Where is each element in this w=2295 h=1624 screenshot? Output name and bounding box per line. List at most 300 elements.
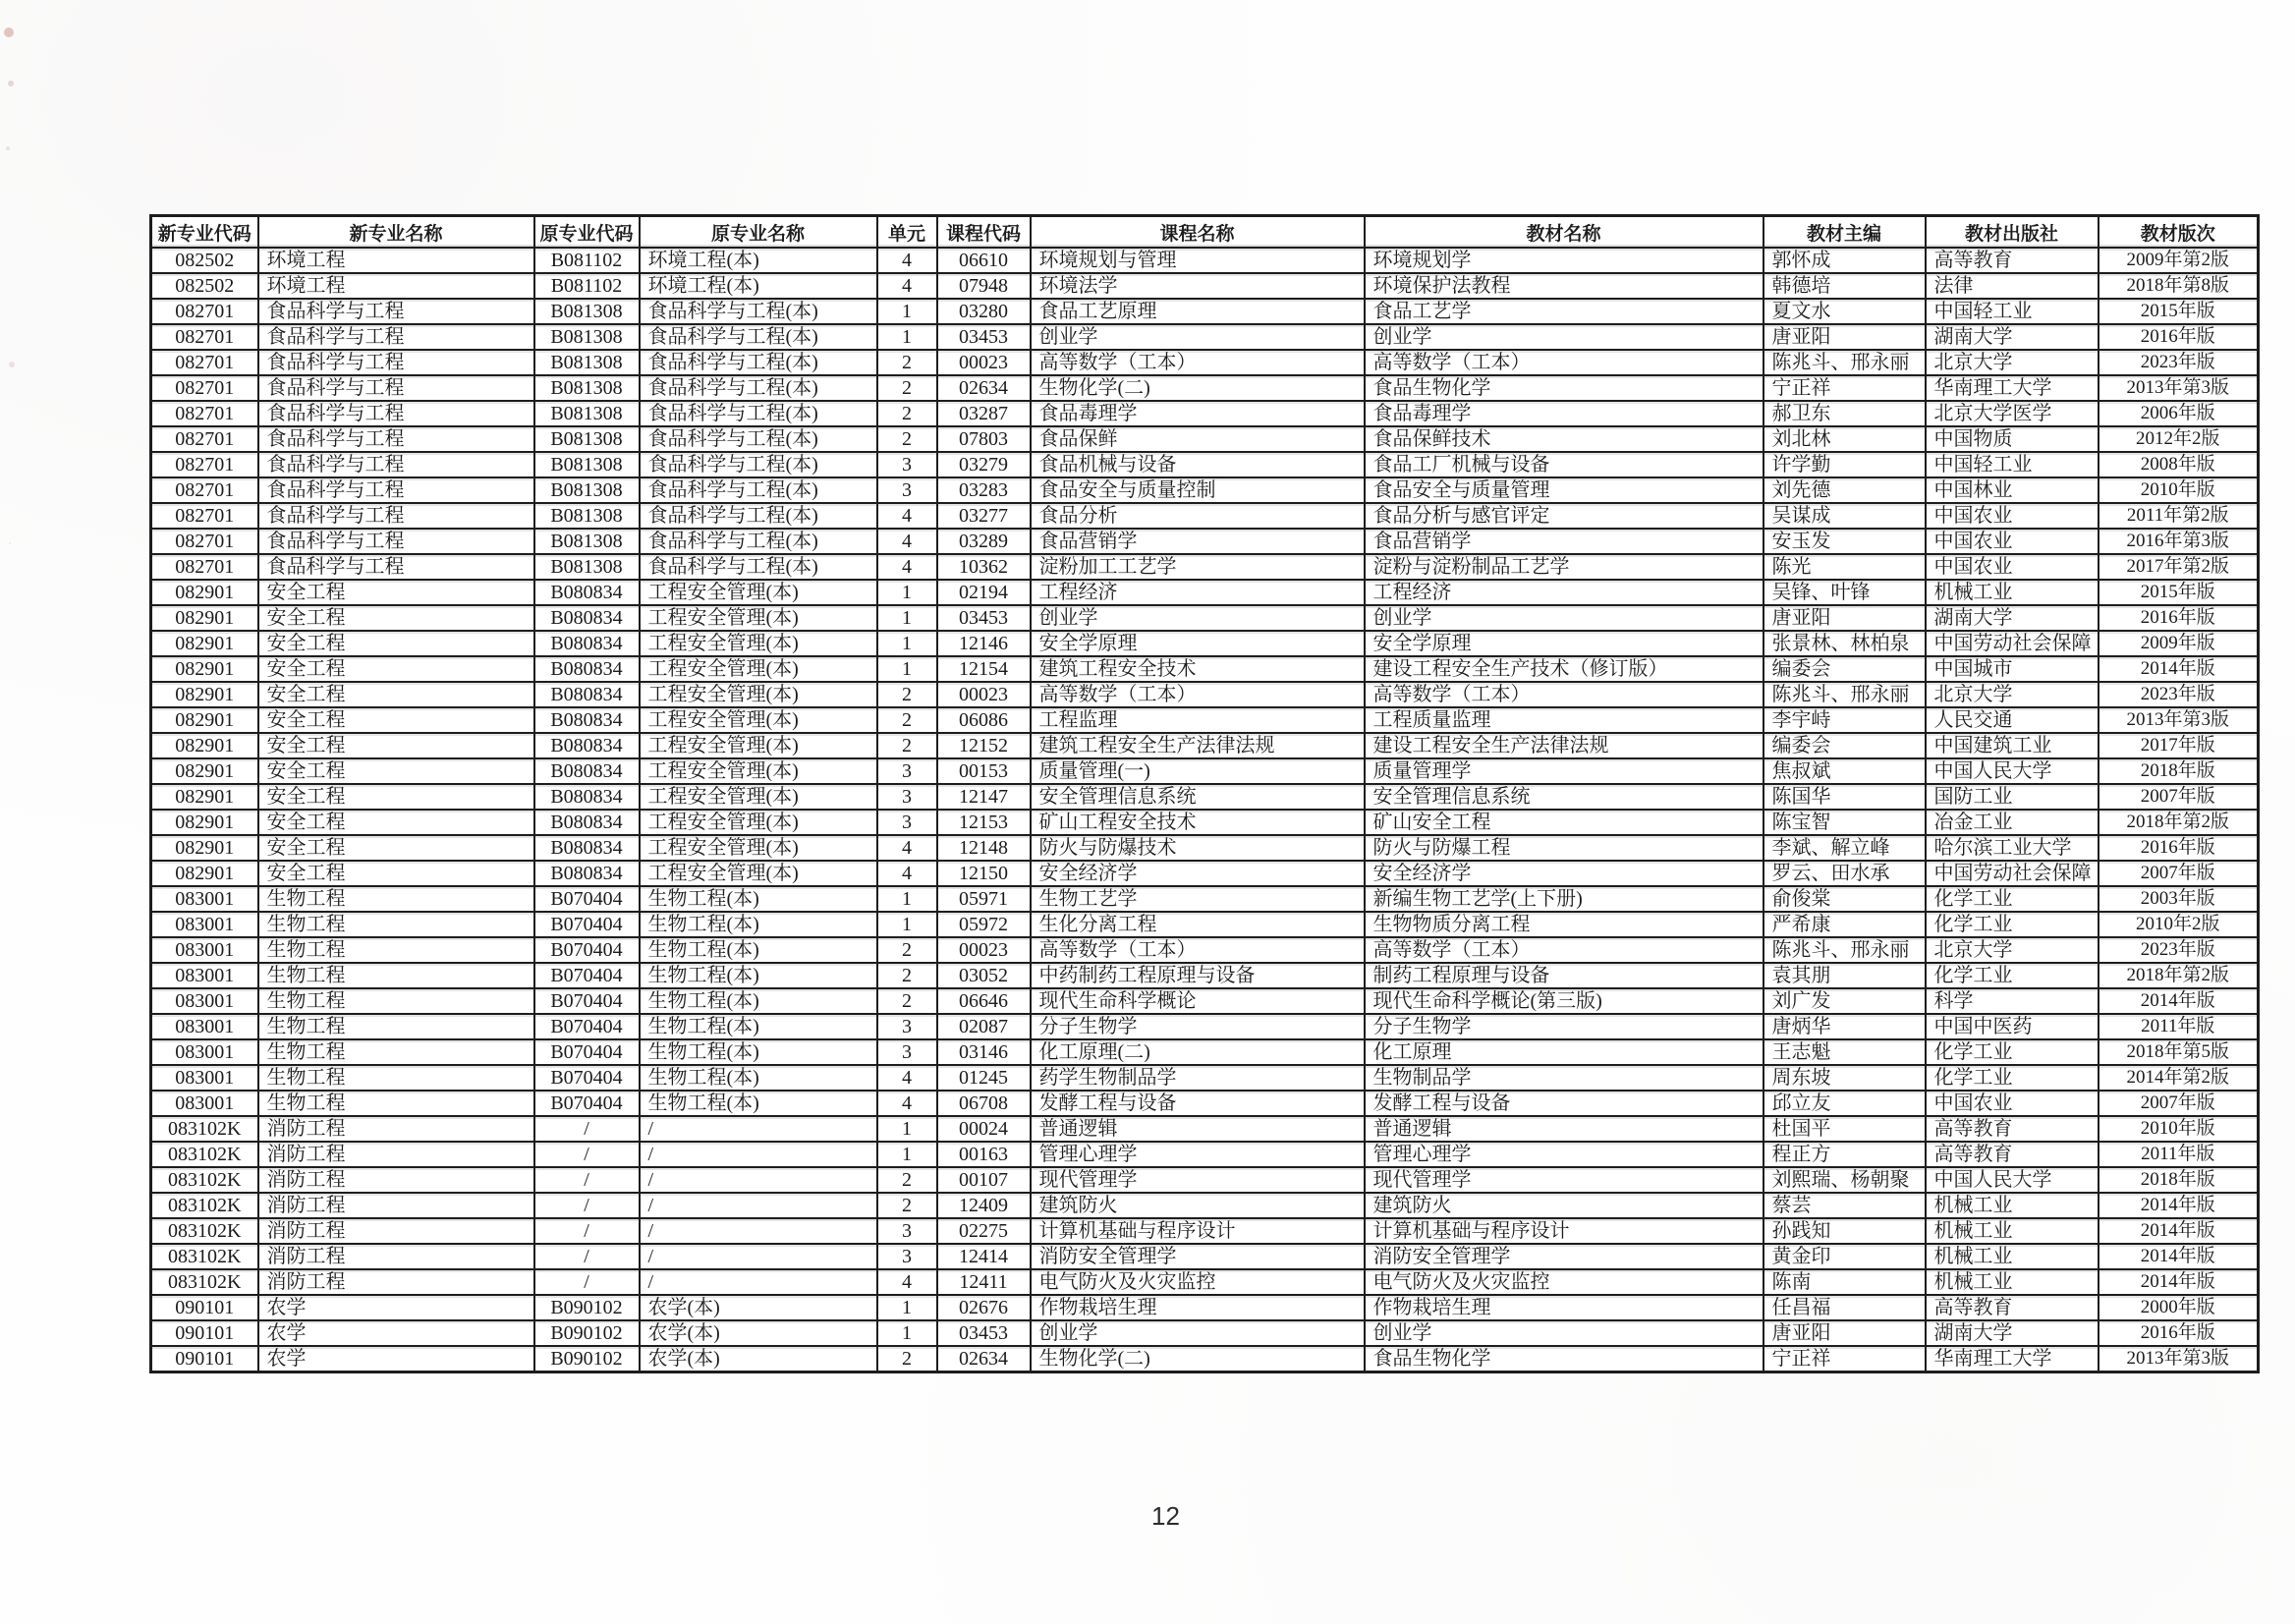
cell-course-name: 创业学	[1031, 605, 1365, 631]
cell-old-major-code: B080834	[534, 580, 640, 605]
cell-textbook-publisher: 机械工业	[1926, 1269, 2099, 1295]
cell-textbook-editor: 唐炳华	[1763, 1014, 1926, 1039]
cell-textbook-editor: 王志魁	[1763, 1039, 1926, 1065]
cell-new-major-code: 082502	[151, 248, 258, 273]
cell-course-code: 00023	[937, 350, 1031, 375]
cell-new-major-code: 083001	[151, 1039, 258, 1065]
cell-course-name: 创业学	[1031, 324, 1365, 350]
cell-unit: 1	[877, 299, 937, 324]
cell-unit: 1	[877, 1295, 937, 1320]
cell-course-name: 现代管理学	[1031, 1167, 1365, 1193]
table-row	[151, 605, 2259, 631]
cell-textbook-name: 建设工程安全生产技术（修订版）	[1365, 656, 1763, 682]
cell-textbook-edition: 2007年版	[2099, 861, 2259, 886]
cell-textbook-publisher: 中国人民大学	[1926, 758, 2099, 784]
cell-old-major-name: 生物工程(本)	[640, 937, 877, 963]
cell-new-major-code: 082701	[151, 350, 258, 375]
cell-textbook-edition: 2015年版	[2099, 580, 2259, 605]
cell-new-major-code: 083001	[151, 886, 258, 912]
cell-textbook-editor: 郭怀成	[1763, 248, 1926, 273]
cell-old-major-name: 工程安全管理(本)	[640, 605, 877, 631]
cell-textbook-publisher: 化学工业	[1926, 1065, 2099, 1091]
cell-course-name: 安全学原理	[1031, 631, 1365, 656]
cell-new-major-name: 消防工程	[258, 1167, 534, 1193]
cell-old-major-code: B080834	[534, 810, 640, 835]
cell-textbook-publisher: 中国劳动社会保障	[1926, 631, 2099, 656]
cell-old-major-name: 生物工程(本)	[640, 1014, 877, 1039]
cell-course-code: 12414	[937, 1244, 1031, 1269]
cell-course-code: 00024	[937, 1116, 1031, 1142]
cell-course-name: 工程监理	[1031, 707, 1365, 733]
cell-course-code: 00023	[937, 682, 1031, 707]
cell-textbook-editor: 安玉发	[1763, 529, 1926, 554]
cell-unit: 1	[877, 605, 937, 631]
cell-course-name: 建筑工程安全生产法律法规	[1031, 733, 1365, 758]
cell-old-major-name: 食品科学与工程(本)	[640, 529, 877, 554]
cell-unit: 1	[877, 1320, 937, 1346]
table-row	[151, 1116, 2259, 1142]
cell-course-name: 计算机基础与程序设计	[1031, 1218, 1365, 1244]
cell-textbook-name: 发酵工程与设备	[1365, 1091, 1763, 1116]
column-header-new-major-name: 新专业名称	[258, 216, 534, 249]
cell-textbook-name: 创业学	[1365, 324, 1763, 350]
cell-textbook-edition: 2000年版	[2099, 1295, 2259, 1320]
column-header-textbook-name: 教材名称	[1365, 216, 1763, 249]
cell-new-major-name: 生物工程	[258, 912, 534, 937]
table-row	[151, 580, 2259, 605]
cell-unit: 2	[877, 1167, 937, 1193]
table-row	[151, 1269, 2259, 1295]
cell-textbook-editor: 刘先德	[1763, 477, 1926, 503]
cell-course-name: 工程经济	[1031, 580, 1365, 605]
cell-textbook-editor: 陈南	[1763, 1269, 1926, 1295]
cell-course-code: 00107	[937, 1167, 1031, 1193]
cell-textbook-name: 矿山安全工程	[1365, 810, 1763, 835]
cell-textbook-editor: 韩德培	[1763, 273, 1926, 299]
cell-old-major-code: B081308	[534, 554, 640, 580]
cell-new-major-name: 食品科学与工程	[258, 503, 534, 529]
cell-textbook-name: 现代生命科学概论(第三版)	[1365, 988, 1763, 1014]
cell-unit: 1	[877, 912, 937, 937]
cell-course-code: 02275	[937, 1218, 1031, 1244]
cell-new-major-name: 生物工程	[258, 1014, 534, 1039]
cell-new-major-code: 083001	[151, 1014, 258, 1039]
table-row	[151, 784, 2259, 810]
cell-course-code: 03283	[937, 477, 1031, 503]
cell-new-major-code: 083001	[151, 1065, 258, 1091]
cell-old-major-name: 工程安全管理(本)	[640, 810, 877, 835]
cell-new-major-name: 生物工程	[258, 1065, 534, 1091]
cell-old-major-code: B090102	[534, 1320, 640, 1346]
cell-old-major-name: 工程安全管理(本)	[640, 580, 877, 605]
cell-old-major-name: 工程安全管理(本)	[640, 733, 877, 758]
table-row	[151, 1167, 2259, 1193]
cell-new-major-code: 082701	[151, 375, 258, 401]
cell-textbook-edition: 2007年版	[2099, 784, 2259, 810]
cell-textbook-editor: 焦叔斌	[1763, 758, 1926, 784]
cell-course-name: 生物化学(二)	[1031, 1346, 1365, 1372]
table-row	[151, 1065, 2259, 1091]
table-row	[151, 758, 2259, 784]
cell-course-name: 生物工艺学	[1031, 886, 1365, 912]
cell-new-major-code: 082701	[151, 324, 258, 350]
cell-course-name: 普通逻辑	[1031, 1116, 1365, 1142]
cell-course-code: 12148	[937, 835, 1031, 861]
cell-textbook-publisher: 湖南大学	[1926, 605, 2099, 631]
cell-old-major-name: 食品科学与工程(本)	[640, 426, 877, 452]
cell-course-name: 电气防火及火灾监控	[1031, 1269, 1365, 1295]
cell-course-name: 生物化学(二)	[1031, 375, 1365, 401]
table-row	[151, 656, 2259, 682]
cell-textbook-publisher: 化学工业	[1926, 1039, 2099, 1065]
cell-course-name: 高等数学（工本）	[1031, 682, 1365, 707]
cell-old-major-name: 生物工程(本)	[640, 886, 877, 912]
cell-old-major-code: /	[534, 1142, 640, 1167]
cell-course-code: 02194	[937, 580, 1031, 605]
cell-course-name: 建筑防火	[1031, 1193, 1365, 1218]
cell-textbook-publisher: 科学	[1926, 988, 2099, 1014]
table-row	[151, 375, 2259, 401]
cell-old-major-code: B081308	[534, 529, 640, 554]
cell-textbook-edition: 2018年版	[2099, 758, 2259, 784]
cell-textbook-editor: 程正方	[1763, 1142, 1926, 1167]
cell-course-name: 环境规划与管理	[1031, 248, 1365, 273]
table-row	[151, 324, 2259, 350]
cell-new-major-name: 食品科学与工程	[258, 554, 534, 580]
cell-textbook-editor: 陈光	[1763, 554, 1926, 580]
cell-old-major-code: B081308	[534, 477, 640, 503]
cell-textbook-edition: 2023年版	[2099, 350, 2259, 375]
cell-textbook-publisher: 高等教育	[1926, 1295, 2099, 1320]
cell-course-name: 食品安全与质量控制	[1031, 477, 1365, 503]
cell-old-major-code: B070404	[534, 937, 640, 963]
cell-textbook-edition: 2010年2版	[2099, 912, 2259, 937]
cell-course-name: 化工原理(二)	[1031, 1039, 1365, 1065]
cell-unit: 4	[877, 273, 937, 299]
cell-textbook-name: 食品生物化学	[1365, 375, 1763, 401]
cell-textbook-editor: 张景林、林柏泉	[1763, 631, 1926, 656]
cell-course-name: 食品毒理学	[1031, 401, 1365, 426]
cell-new-major-code: 082901	[151, 656, 258, 682]
cell-textbook-editor: 袁其朋	[1763, 963, 1926, 988]
cell-course-code: 02634	[937, 375, 1031, 401]
cell-textbook-editor: 任昌福	[1763, 1295, 1926, 1320]
cell-old-major-name: 生物工程(本)	[640, 1039, 877, 1065]
table-row	[151, 426, 2259, 452]
cell-unit: 2	[877, 401, 937, 426]
cell-textbook-name: 食品分析与感官评定	[1365, 503, 1763, 529]
cell-textbook-edition: 2014年版	[2099, 656, 2259, 682]
cell-textbook-publisher: 湖南大学	[1926, 1320, 2099, 1346]
cell-old-major-code: B080834	[534, 784, 640, 810]
cell-textbook-name: 防火与防爆工程	[1365, 835, 1763, 861]
cell-old-major-code: B081308	[534, 401, 640, 426]
cell-course-code: 12147	[937, 784, 1031, 810]
cell-new-major-name: 安全工程	[258, 784, 534, 810]
cell-textbook-name: 建筑防火	[1365, 1193, 1763, 1218]
table-row	[151, 963, 2259, 988]
cell-textbook-name: 新编生物工艺学(上下册)	[1365, 886, 1763, 912]
cell-textbook-edition: 2013年第3版	[2099, 1346, 2259, 1372]
cell-old-major-code: B070404	[534, 1065, 640, 1091]
table-row	[151, 529, 2259, 554]
cell-unit: 1	[877, 631, 937, 656]
cell-new-major-code: 082901	[151, 580, 258, 605]
cell-textbook-edition: 2023年版	[2099, 682, 2259, 707]
cell-new-major-name: 安全工程	[258, 810, 534, 835]
cell-textbook-name: 食品工艺学	[1365, 299, 1763, 324]
cell-old-major-code: B070404	[534, 1039, 640, 1065]
cell-course-code: 05972	[937, 912, 1031, 937]
cell-textbook-publisher: 中国劳动社会保障	[1926, 861, 2099, 886]
cell-textbook-edition: 2008年版	[2099, 452, 2259, 477]
table-row	[151, 631, 2259, 656]
cell-new-major-name: 安全工程	[258, 580, 534, 605]
cell-unit: 2	[877, 1346, 937, 1372]
cell-new-major-name: 食品科学与工程	[258, 529, 534, 554]
cell-unit: 1	[877, 656, 937, 682]
cell-old-major-name: 农学(本)	[640, 1346, 877, 1372]
cell-new-major-name: 生物工程	[258, 963, 534, 988]
cell-textbook-editor: 陈兆斗、邢永丽	[1763, 682, 1926, 707]
cell-old-major-code: B070404	[534, 1091, 640, 1116]
cell-unit: 2	[877, 937, 937, 963]
cell-unit: 4	[877, 1065, 937, 1091]
cell-textbook-editor: 刘广发	[1763, 988, 1926, 1014]
cell-course-code: 00153	[937, 758, 1031, 784]
cell-course-name: 安全经济学	[1031, 861, 1365, 886]
column-header-course-code: 课程代码	[937, 216, 1031, 249]
cell-textbook-editor: 陈兆斗、邢永丽	[1763, 350, 1926, 375]
cell-textbook-edition: 2013年第3版	[2099, 707, 2259, 733]
cell-old-major-code: /	[534, 1218, 640, 1244]
cell-course-name: 中药制药工程原理与设备	[1031, 963, 1365, 988]
cell-textbook-publisher: 化学工业	[1926, 912, 2099, 937]
cell-old-major-code: B070404	[534, 988, 640, 1014]
cell-new-major-code: 083102K	[151, 1218, 258, 1244]
cell-textbook-publisher: 中国农业	[1926, 529, 2099, 554]
cell-course-name: 建筑工程安全技术	[1031, 656, 1365, 682]
cell-new-major-name: 生物工程	[258, 937, 534, 963]
cell-textbook-publisher: 北京大学医学	[1926, 401, 2099, 426]
cell-unit: 1	[877, 1116, 937, 1142]
cell-textbook-name: 食品生物化学	[1365, 1346, 1763, 1372]
cell-unit: 4	[877, 1091, 937, 1116]
cell-course-code: 12152	[937, 733, 1031, 758]
cell-textbook-name: 分子生物学	[1365, 1014, 1763, 1039]
column-header-new-major-code: 新专业代码	[151, 216, 258, 249]
cell-textbook-name: 高等数学（工本）	[1365, 350, 1763, 375]
cell-new-major-code: 082901	[151, 835, 258, 861]
cell-textbook-editor: 罗云、田水承	[1763, 861, 1926, 886]
cell-course-name: 生化分离工程	[1031, 912, 1365, 937]
cell-course-code: 12409	[937, 1193, 1031, 1218]
cell-new-major-code: 083001	[151, 937, 258, 963]
cell-textbook-name: 工程质量监理	[1365, 707, 1763, 733]
cell-old-major-code: B080834	[534, 707, 640, 733]
cell-course-name: 矿山工程安全技术	[1031, 810, 1365, 835]
cell-textbook-name: 食品营销学	[1365, 529, 1763, 554]
cell-textbook-editor: 蔡芸	[1763, 1193, 1926, 1218]
cell-old-major-name: 工程安全管理(本)	[640, 682, 877, 707]
cell-old-major-name: /	[640, 1116, 877, 1142]
cell-old-major-name: /	[640, 1193, 877, 1218]
cell-textbook-edition: 2016年版	[2099, 835, 2259, 861]
table-row	[151, 937, 2259, 963]
cell-textbook-editor: 陈宝智	[1763, 810, 1926, 835]
cell-course-name: 创业学	[1031, 1320, 1365, 1346]
table-header-row	[151, 216, 2259, 249]
cell-old-major-name: 农学(本)	[640, 1295, 877, 1320]
cell-textbook-editor: 吴谋成	[1763, 503, 1926, 529]
cell-new-major-code: 083001	[151, 963, 258, 988]
table-row	[151, 682, 2259, 707]
cell-unit: 4	[877, 529, 937, 554]
cell-old-major-name: 食品科学与工程(本)	[640, 477, 877, 503]
cell-textbook-editor: 唐亚阳	[1763, 605, 1926, 631]
cell-unit: 2	[877, 350, 937, 375]
table-row	[151, 810, 2259, 835]
cell-old-major-name: 工程安全管理(本)	[640, 656, 877, 682]
cell-textbook-name: 质量管理学	[1365, 758, 1763, 784]
cell-course-name: 环境法学	[1031, 273, 1365, 299]
cell-unit: 3	[877, 1244, 937, 1269]
cell-old-major-name: 食品科学与工程(本)	[640, 401, 877, 426]
cell-unit: 3	[877, 1014, 937, 1039]
cell-textbook-editor: 孙践知	[1763, 1218, 1926, 1244]
cell-old-major-code: B080834	[534, 631, 640, 656]
cell-new-major-code: 082901	[151, 733, 258, 758]
cell-unit: 3	[877, 452, 937, 477]
cell-textbook-publisher: 中国城市	[1926, 656, 2099, 682]
cell-old-major-code: B081308	[534, 350, 640, 375]
cell-textbook-publisher: 中国农业	[1926, 503, 2099, 529]
cell-old-major-name: 工程安全管理(本)	[640, 631, 877, 656]
cell-textbook-publisher: 化学工业	[1926, 963, 2099, 988]
cell-old-major-name: 食品科学与工程(本)	[640, 503, 877, 529]
table-row	[151, 707, 2259, 733]
cell-old-major-code: B070404	[534, 886, 640, 912]
cell-course-code: 03280	[937, 299, 1031, 324]
cell-textbook-edition: 2018年第2版	[2099, 963, 2259, 988]
cell-old-major-name: /	[640, 1244, 877, 1269]
cell-unit: 4	[877, 1269, 937, 1295]
cell-course-code: 00163	[937, 1142, 1031, 1167]
cell-textbook-name: 食品保鲜技术	[1365, 426, 1763, 452]
cell-old-major-code: B090102	[534, 1346, 640, 1372]
cell-old-major-name: /	[640, 1269, 877, 1295]
cell-textbook-editor: 杜国平	[1763, 1116, 1926, 1142]
cell-textbook-editor: 唐亚阳	[1763, 1320, 1926, 1346]
cell-course-code: 10362	[937, 554, 1031, 580]
cell-textbook-edition: 2012年2版	[2099, 426, 2259, 452]
cell-textbook-edition: 2014年版	[2099, 1269, 2259, 1295]
cell-textbook-edition: 2010年版	[2099, 1116, 2259, 1142]
cell-textbook-edition: 2018年第2版	[2099, 810, 2259, 835]
cell-textbook-editor: 邱立友	[1763, 1091, 1926, 1116]
cell-textbook-name: 化工原理	[1365, 1039, 1763, 1065]
column-header-old-major-code: 原专业代码	[534, 216, 640, 249]
cell-unit: 2	[877, 1193, 937, 1218]
cell-new-major-name: 消防工程	[258, 1142, 534, 1167]
cell-textbook-edition: 2009年第2版	[2099, 248, 2259, 273]
table-row	[151, 861, 2259, 886]
cell-unit: 3	[877, 1039, 937, 1065]
cell-textbook-name: 食品毒理学	[1365, 401, 1763, 426]
cell-old-major-code: B090102	[534, 1295, 640, 1320]
cell-old-major-code: B080834	[534, 835, 640, 861]
cell-course-code: 03146	[937, 1039, 1031, 1065]
cell-textbook-name: 淀粉与淀粉制品工艺学	[1365, 554, 1763, 580]
cell-old-major-name: 食品科学与工程(本)	[640, 452, 877, 477]
cell-new-major-code: 083102K	[151, 1244, 258, 1269]
table-row	[151, 912, 2259, 937]
cell-textbook-name: 安全学原理	[1365, 631, 1763, 656]
cell-unit: 3	[877, 784, 937, 810]
cell-old-major-code: B070404	[534, 912, 640, 937]
cell-new-major-code: 082502	[151, 273, 258, 299]
cell-unit: 3	[877, 1218, 937, 1244]
cell-textbook-editor: 李宇峙	[1763, 707, 1926, 733]
cell-old-major-name: 农学(本)	[640, 1320, 877, 1346]
cell-textbook-name: 高等数学（工本）	[1365, 682, 1763, 707]
cell-textbook-name: 生物物质分离工程	[1365, 912, 1763, 937]
cell-textbook-publisher: 冶金工业	[1926, 810, 2099, 835]
cell-course-name: 质量管理(一)	[1031, 758, 1365, 784]
cell-course-name: 淀粉加工工艺学	[1031, 554, 1365, 580]
cell-new-major-name: 消防工程	[258, 1193, 534, 1218]
cell-textbook-name: 工程经济	[1365, 580, 1763, 605]
cell-new-major-name: 安全工程	[258, 682, 534, 707]
cell-textbook-edition: 2018年第8版	[2099, 273, 2259, 299]
cell-course-code: 06646	[937, 988, 1031, 1014]
cell-new-major-name: 农学	[258, 1320, 534, 1346]
cell-new-major-code: 083001	[151, 912, 258, 937]
cell-textbook-publisher: 华南理工大学	[1926, 1346, 2099, 1372]
cell-textbook-edition: 2003年版	[2099, 886, 2259, 912]
table-body	[151, 248, 2259, 1372]
cell-old-major-code: B081308	[534, 299, 640, 324]
cell-textbook-name: 食品安全与质量管理	[1365, 477, 1763, 503]
cell-old-major-code: B081308	[534, 324, 640, 350]
table-row	[151, 886, 2259, 912]
cell-course-code: 00023	[937, 937, 1031, 963]
cell-unit: 2	[877, 707, 937, 733]
cell-textbook-editor: 吴锋、叶锋	[1763, 580, 1926, 605]
cell-old-major-name: 工程安全管理(本)	[640, 835, 877, 861]
cell-textbook-publisher: 高等教育	[1926, 1116, 2099, 1142]
cell-unit: 2	[877, 682, 937, 707]
cell-unit: 2	[877, 375, 937, 401]
scan-artifact-marks	[4, 28, 14, 37]
cell-course-name: 药学生物制品学	[1031, 1065, 1365, 1091]
cell-textbook-edition: 2016年版	[2099, 324, 2259, 350]
cell-old-major-name: /	[640, 1218, 877, 1244]
page-number: 12	[1151, 1501, 1180, 1531]
cell-new-major-code: 082701	[151, 299, 258, 324]
table-row	[151, 273, 2259, 299]
cell-old-major-code: B070404	[534, 963, 640, 988]
cell-textbook-publisher: 北京大学	[1926, 350, 2099, 375]
cell-old-major-name: /	[640, 1167, 877, 1193]
cell-textbook-editor: 编委会	[1763, 733, 1926, 758]
cell-textbook-name: 制药工程原理与设备	[1365, 963, 1763, 988]
cell-old-major-code: B080834	[534, 733, 640, 758]
cell-new-major-code: 082701	[151, 426, 258, 452]
cell-course-code: 02087	[937, 1014, 1031, 1039]
cell-old-major-name: 食品科学与工程(本)	[640, 375, 877, 401]
cell-old-major-code: /	[534, 1167, 640, 1193]
